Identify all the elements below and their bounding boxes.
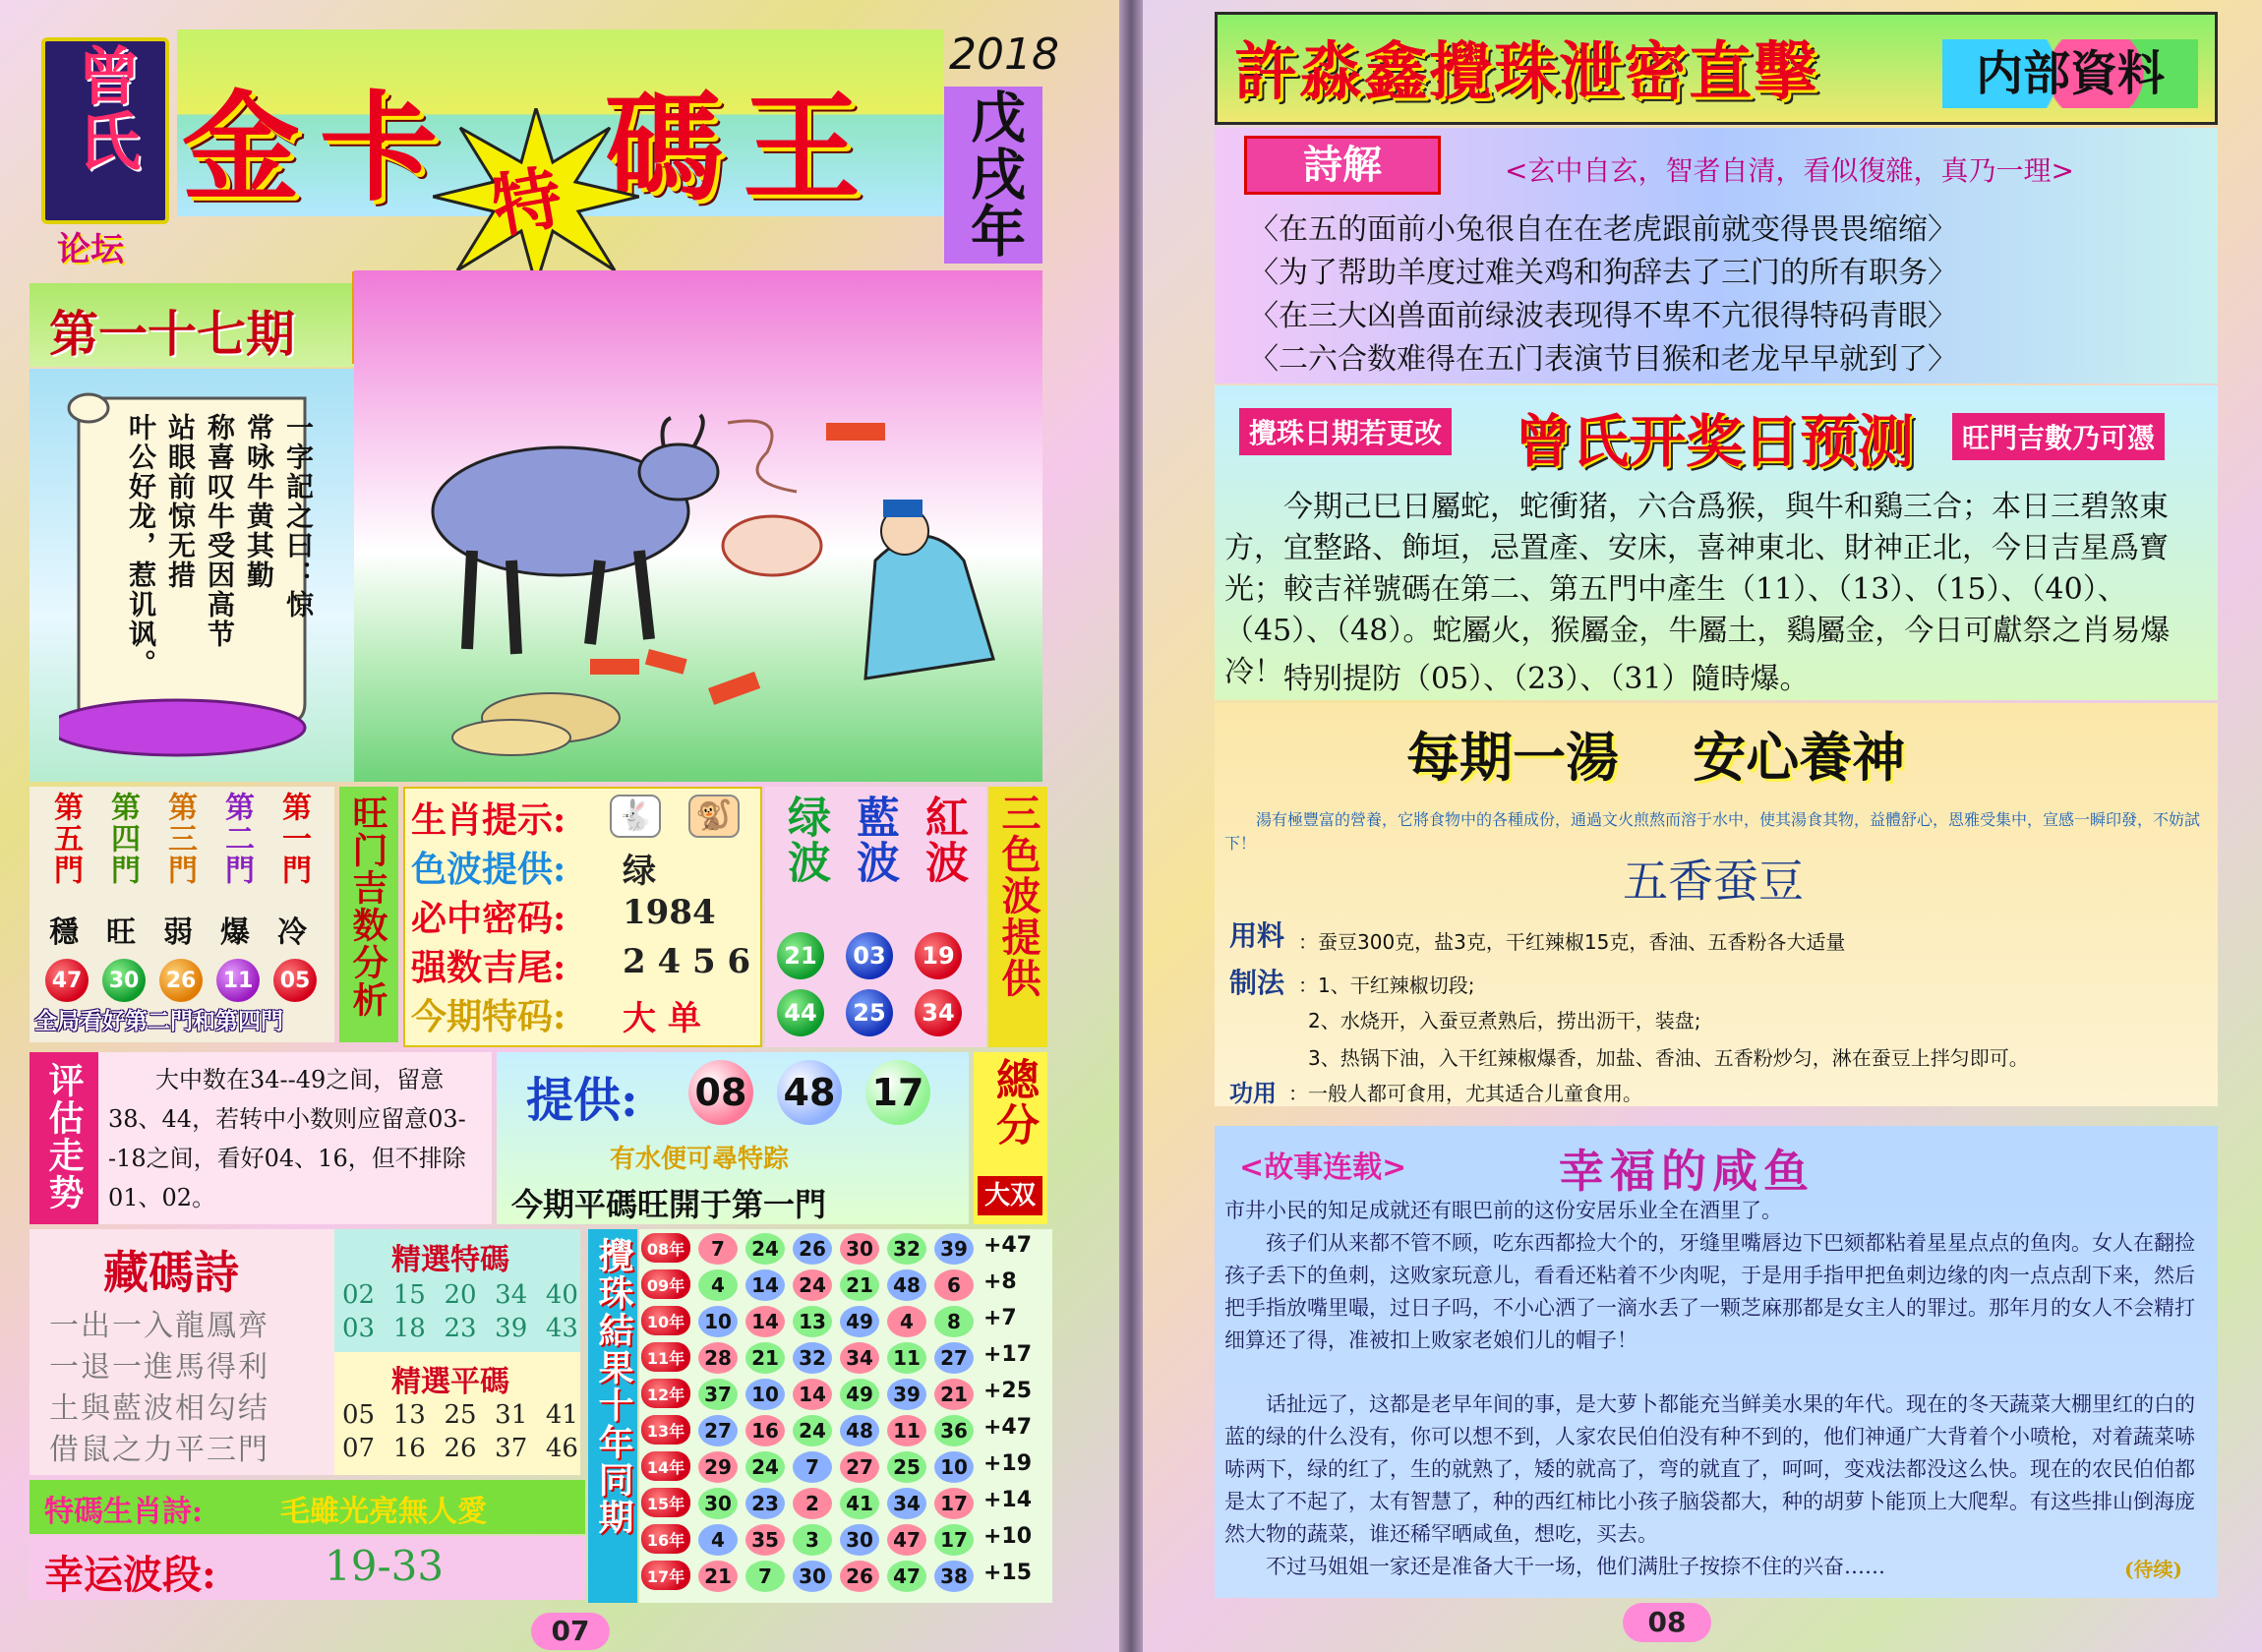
history-special: +19 bbox=[983, 1451, 1033, 1476]
poem-lines bbox=[49, 1306, 334, 1471]
tip-label: 今期特码: bbox=[411, 996, 566, 1037]
history-ball: 10 bbox=[698, 1306, 738, 1337]
poem-line: 土與藍波相勾结 bbox=[49, 1391, 269, 1426]
zodiac-poem-label: 特碼生肖詩: bbox=[44, 1495, 204, 1529]
gate-ball: 05 bbox=[273, 959, 317, 1002]
code-number: 23 bbox=[444, 1314, 477, 1343]
code-number: 18 bbox=[392, 1314, 426, 1343]
tip-value: 绿 bbox=[623, 852, 656, 891]
lucky-label: 幸运波段: bbox=[44, 1552, 216, 1598]
history-ball: 49 bbox=[840, 1306, 879, 1337]
poem-lines-right bbox=[1249, 208, 2213, 382]
history-special: +47 bbox=[983, 1233, 1033, 1258]
gate-status: 冷 bbox=[277, 915, 307, 950]
title-part1: 金卡 bbox=[182, 79, 457, 217]
history-ball: 26 bbox=[793, 1233, 832, 1265]
history-special: +47 bbox=[983, 1415, 1033, 1440]
surname-text: 曾氏 bbox=[67, 43, 141, 173]
forum-label: 论坛 bbox=[57, 230, 124, 269]
history-ball: 35 bbox=[745, 1524, 785, 1556]
history-ball: 14 bbox=[745, 1269, 785, 1301]
history-ball: 49 bbox=[840, 1379, 879, 1410]
gates-note: 全局看好第二門和第四門 bbox=[34, 1008, 283, 1034]
gate-status: 弱 bbox=[163, 915, 193, 950]
tip-label: 必中密码: bbox=[411, 898, 566, 939]
total-value: 大双 bbox=[978, 1176, 1042, 1215]
code-number: 41 bbox=[545, 1400, 578, 1430]
story-tag: <故事连载> bbox=[1239, 1150, 1407, 1185]
history-ball: 34 bbox=[840, 1342, 879, 1374]
history-ball: 10 bbox=[745, 1379, 785, 1410]
issue-label: 第一十七期 bbox=[49, 305, 295, 363]
history-ball: 24 bbox=[745, 1233, 785, 1265]
code-number: 39 bbox=[495, 1314, 528, 1343]
code-number: 20 bbox=[444, 1280, 477, 1310]
poem-line: 〈为了帮助羊度过难关鸡和狗辞去了三门的所有职务〉 bbox=[1249, 256, 1957, 290]
special-title: 精選特碼 bbox=[391, 1243, 509, 1277]
provide-balls bbox=[688, 1060, 964, 1129]
soup-title: 每期一湯 安心養神 bbox=[1406, 726, 1906, 789]
code-number: 40 bbox=[545, 1280, 578, 1310]
tip-value: 大 单 bbox=[623, 999, 701, 1038]
code-number: 46 bbox=[545, 1434, 578, 1463]
history-ball: 32 bbox=[887, 1233, 926, 1265]
flat-rows bbox=[342, 1398, 578, 1465]
history-table bbox=[639, 1229, 1052, 1603]
gate-status: 穩 bbox=[49, 915, 79, 950]
history-special: +10 bbox=[983, 1524, 1033, 1549]
history-ball: 21 bbox=[840, 1269, 879, 1301]
history-ball: 36 bbox=[934, 1415, 974, 1446]
history-year: 11年 bbox=[641, 1342, 690, 1372]
poem-line: 借鼠之力平三門 bbox=[49, 1433, 269, 1467]
trend-title: 评估走势 bbox=[43, 1062, 85, 1211]
history-ball: 24 bbox=[793, 1269, 832, 1301]
history-ball: 41 bbox=[840, 1488, 879, 1519]
gate-columns bbox=[39, 792, 325, 1018]
history-special: +14 bbox=[983, 1488, 1033, 1512]
history-ball: 29 bbox=[698, 1451, 738, 1483]
history-ball: 38 bbox=[934, 1561, 974, 1592]
poem-title: 藏碼詩 bbox=[103, 1246, 239, 1299]
history-year: 08年 bbox=[641, 1233, 690, 1263]
ox-illustration bbox=[413, 393, 1023, 757]
history-year: 14年 bbox=[641, 1451, 690, 1481]
forecast-special: 特别提防（05）、（23）、（31）隨時爆。 bbox=[1283, 662, 1810, 696]
history-year: 09年 bbox=[641, 1269, 690, 1299]
soup-intro: 湯有極豐富的營養，它將食物中的各種成份，通過文火煎熬而溶于水中，使其湯食其物，益體舒心，恩雅受集中，宣感一瞬印發，不妨試下！ bbox=[1224, 810, 2201, 853]
three-wave-label: 三色波提供 bbox=[995, 793, 1042, 999]
wave-ball: 34 bbox=[915, 989, 962, 1036]
wave-label: 紅波 bbox=[918, 795, 968, 885]
history-ball: 23 bbox=[745, 1488, 785, 1519]
story-paragraph: 不过马姐姐一家还是准备大干一场，他们满肚子按捺不住的兴奋…… bbox=[1266, 1555, 1885, 1578]
wave-label: 绿波 bbox=[780, 795, 830, 885]
code-number: 13 bbox=[392, 1400, 426, 1430]
code-number: 34 bbox=[495, 1280, 528, 1310]
history-ball: 32 bbox=[793, 1342, 832, 1374]
wave-label: 藍波 bbox=[849, 795, 899, 885]
history-ball: 8 bbox=[934, 1306, 974, 1337]
history-special: +25 bbox=[983, 1379, 1033, 1403]
history-ball: 27 bbox=[840, 1451, 879, 1483]
history-year: 17年 bbox=[641, 1561, 690, 1590]
flat-hint: 今期平碼旺開于第一門 bbox=[511, 1186, 827, 1223]
code-row bbox=[342, 1432, 578, 1465]
history-ball: 24 bbox=[793, 1415, 832, 1446]
history-special: +15 bbox=[983, 1561, 1033, 1585]
story-paragraph: 话扯远了，这都是老早年间的事，是大萝卜都能充当鲜美水果的年代。现在的冬天蔬菜大棚里红的白的蓝的绿的什么没有，你可以想不到，人家农民伯伯没有种不到的，他们神通广大背着个小喷枪，对着蔬菜哧哧两下，绿的红了，生的就熟了，矮的就高了，弯的就直了，呵呵，变戏法都没这么快。现在的农民伯伯都是太了不起了，太有智慧了，种的西红柿比小孩子脑袋都大，种的胡萝卜能顶上大爬犁。有这些排山倒海庞然大物的蔬菜，谁还稀罕晒咸鱼，想吃，买去。 bbox=[1224, 1392, 2195, 1546]
history-ball: 48 bbox=[887, 1269, 926, 1301]
year-label: 2018 bbox=[949, 30, 1059, 80]
history-special: +17 bbox=[983, 1342, 1033, 1367]
scroll-line: 站眼前惊无措 bbox=[164, 413, 197, 590]
tag-right: 旺門吉數乃可憑 bbox=[1952, 413, 2165, 460]
history-label: 攪珠結果十年同期 bbox=[593, 1237, 634, 1536]
wave-ball: 25 bbox=[846, 989, 893, 1036]
history-year: 16年 bbox=[641, 1524, 690, 1554]
history-year: 10年 bbox=[641, 1306, 690, 1335]
history-ball: 30 bbox=[840, 1524, 879, 1556]
book-gutter bbox=[1119, 0, 1143, 1652]
code-number: 37 bbox=[495, 1434, 528, 1463]
history-ball: 4 bbox=[698, 1269, 738, 1301]
history-special: +8 bbox=[983, 1269, 1017, 1294]
title-special: 特 bbox=[486, 155, 568, 249]
gate-name: 第五門 bbox=[48, 792, 83, 886]
page-number-right: 08 bbox=[1623, 1603, 1711, 1642]
history-ball: 4 bbox=[698, 1524, 738, 1556]
code-row bbox=[342, 1398, 578, 1432]
history-ball: 21 bbox=[745, 1342, 785, 1374]
history-ball: 16 bbox=[745, 1415, 785, 1446]
history-ball: 11 bbox=[887, 1342, 926, 1374]
page-number-left: 07 bbox=[531, 1613, 610, 1650]
flat-title: 精選平碼 bbox=[391, 1365, 509, 1399]
right-page bbox=[1131, 0, 2262, 1652]
history-ball: 27 bbox=[934, 1342, 974, 1374]
history-ball: 30 bbox=[698, 1488, 738, 1519]
code-number: 07 bbox=[342, 1434, 376, 1463]
history-ball: 21 bbox=[934, 1379, 974, 1410]
code-number: 31 bbox=[495, 1400, 528, 1430]
year-name: 戊戌年 bbox=[962, 88, 1027, 260]
trend-text: 大中数在34--49之间，留意38、44，若转中小数则应留意03--18之间，看好04、16，但不排除01、02。 bbox=[108, 1066, 466, 1211]
method-step: 2、水烧开，入蚕豆煮熟后，捞出沥干，装盘; bbox=[1308, 1009, 1701, 1032]
gate-ball: 30 bbox=[102, 959, 146, 1002]
method-step: ：1、干红辣椒切段; bbox=[1298, 974, 1475, 997]
wave-ball: 44 bbox=[777, 989, 824, 1036]
history-ball: 37 bbox=[698, 1379, 738, 1410]
history-ball: 4 bbox=[887, 1306, 926, 1337]
scroll-line: 常咏牛黄其勤 bbox=[243, 413, 275, 590]
zodiac-poem-text: 毛雖光亮無人愛 bbox=[280, 1495, 487, 1529]
history-ball: 47 bbox=[887, 1524, 926, 1556]
analysis-label: 旺门吉数分析 bbox=[347, 795, 388, 1019]
history-ball: 30 bbox=[793, 1561, 832, 1592]
provide-ball: 17 bbox=[865, 1060, 930, 1125]
gate-name: 第一門 bbox=[276, 792, 311, 886]
history-ball: 48 bbox=[840, 1415, 879, 1446]
tag-center: 曾氏开奖日预测 bbox=[1515, 408, 1915, 475]
gate-ball: 47 bbox=[45, 959, 89, 1002]
history-ball: 2 bbox=[793, 1488, 832, 1519]
tip-label: 生肖提示: bbox=[411, 799, 566, 841]
poem-line: 一退一進馬得利 bbox=[49, 1350, 269, 1385]
scroll-poem bbox=[108, 413, 315, 708]
gate-name: 第二門 bbox=[219, 792, 254, 886]
history-year: 15年 bbox=[641, 1488, 690, 1517]
tip-label: 色波提供: bbox=[411, 849, 566, 890]
wave-ball: 19 bbox=[915, 932, 962, 979]
wave-ball: 21 bbox=[777, 932, 824, 979]
poem-label: 詩解 bbox=[1244, 136, 1441, 195]
scroll-line: 称喜叹牛受因高节 bbox=[204, 413, 236, 649]
tip-value: 2 4 5 6 bbox=[623, 942, 751, 981]
provide-ball: 08 bbox=[688, 1060, 753, 1125]
monkey-icon: 🐒 bbox=[688, 795, 740, 838]
gate-ball: 11 bbox=[216, 959, 260, 1002]
gate-status: 爆 bbox=[220, 915, 250, 950]
history-ball: 39 bbox=[934, 1233, 974, 1265]
method-step: 3、热锅下油，入干红辣椒爆香，加盐、香油、五香粉炒匀，淋在蚕豆上拌匀即可。 bbox=[1308, 1046, 2029, 1070]
story-continue: (待续) bbox=[2124, 1558, 2182, 1581]
history-ball: 3 bbox=[793, 1524, 832, 1556]
poem-intro: <玄中自玄，智者自清，看似復雜，真乃一理> bbox=[1505, 154, 2074, 187]
gate-ball: 26 bbox=[159, 959, 203, 1002]
story-paragraph: 孩子们从来都不管不顾，吃东西都捡大个的，牙缝里嘴唇边下巴颏都粘着星星点点的鱼肉。女人在翻捡孩子丢下的鱼刺，这败家玩意儿，看看还粘着不少肉呢，于是用手指甲把鱼刺边缘的肉一点点刮下来，然后把手指放嘴里嘬，过日子吗，不小心洒了一滴水丢了一颗芝麻那都是女主人的罪过。那年月的女人不会精打细算还了得，准被扣上败家老娘们儿的帽子！ bbox=[1224, 1231, 2195, 1352]
history-ball: 26 bbox=[840, 1561, 879, 1592]
header-badge: 内部資料 bbox=[1942, 39, 2198, 108]
history-ball: 14 bbox=[745, 1306, 785, 1337]
poem-line: 〈二六合数难得在五门表演节目猴和老龙早早就到了〉 bbox=[1249, 342, 1957, 377]
code-number: 16 bbox=[392, 1434, 426, 1463]
history-ball: 17 bbox=[934, 1488, 974, 1519]
history-ball: 21 bbox=[698, 1561, 738, 1592]
use-text: ：一般人都可食用，尤其适合儿童食用。 bbox=[1288, 1082, 1642, 1105]
history-special: +7 bbox=[983, 1306, 1017, 1330]
provide-ball: 48 bbox=[777, 1060, 842, 1125]
tag-left: 攪珠日期若更改 bbox=[1239, 408, 1452, 455]
code-row bbox=[342, 1312, 578, 1345]
history-ball: 25 bbox=[887, 1451, 926, 1483]
history-ball: 24 bbox=[745, 1451, 785, 1483]
forecast-text: 今期己巳日屬蛇，蛇衝猪，六合爲猴，與牛和鷄三合；本日三碧煞東方，宜整路、飾垣，忌置產、安床，喜神東北、財神正北，今日吉星爲寶光；較吉祥號碼在第二、第五門中產生（11）、（13）、（15）、（40）、（45）、（48）。蛇屬火，猴屬金，牛屬土，鷄屬金，今日可獻祭之肖易爆冷！ bbox=[1224, 490, 2171, 689]
total-label: 總分 bbox=[988, 1057, 1039, 1148]
gate-status: 旺 bbox=[106, 915, 136, 950]
history-ball: 10 bbox=[934, 1451, 974, 1483]
history-ball: 14 bbox=[793, 1379, 832, 1410]
history-year: 12年 bbox=[641, 1379, 690, 1408]
use-label: 功用 bbox=[1229, 1080, 1277, 1107]
dish-name: 五香蚕豆 bbox=[1623, 855, 1804, 908]
waves-list bbox=[769, 795, 985, 1040]
rabbit-icon: 🐇 bbox=[610, 795, 661, 838]
history-ball: 7 bbox=[793, 1451, 832, 1483]
lucky-value: 19-33 bbox=[325, 1542, 445, 1590]
history-ball: 13 bbox=[793, 1306, 832, 1337]
story-paragraph: 市井小民的知足成就还有眼巴前的这份安居乐业全在酒里了。 bbox=[1224, 1199, 1782, 1222]
ingredients-text: ：蚕豆300克，盐3克，干红辣椒15克，香油、五香粉各大适量 bbox=[1298, 930, 1846, 954]
code-number: 25 bbox=[444, 1400, 477, 1430]
header-title: 許淼鑫攪珠泄密直擊 bbox=[1234, 35, 1818, 109]
history-ball: 39 bbox=[887, 1379, 926, 1410]
poem-line: 〈在五的面前小兔很自在在老虎跟前就变得畏畏缩缩〉 bbox=[1249, 212, 1957, 247]
code-number: 03 bbox=[342, 1314, 376, 1343]
code-row bbox=[342, 1278, 578, 1312]
gate-name: 第三門 bbox=[162, 792, 197, 886]
wave-ball: 03 bbox=[846, 932, 893, 979]
story-title: 幸福的咸鱼 bbox=[1559, 1145, 1815, 1198]
tip-label: 强数吉尾: bbox=[411, 947, 566, 988]
title-part2: 碼王 bbox=[605, 79, 880, 217]
history-year: 13年 bbox=[641, 1415, 690, 1445]
history-ball: 11 bbox=[887, 1415, 926, 1446]
method-label: 制法 bbox=[1229, 967, 1285, 999]
poem-line: 〈在三大凶兽面前绿波表现得不卑不亢很得特码青眼〉 bbox=[1249, 299, 1957, 333]
code-number: 02 bbox=[342, 1280, 376, 1310]
code-number: 15 bbox=[392, 1280, 426, 1310]
code-number: 43 bbox=[545, 1314, 578, 1343]
gate-name: 第四門 bbox=[105, 792, 140, 886]
history-ball: 7 bbox=[698, 1233, 738, 1265]
history-ball: 6 bbox=[934, 1269, 974, 1301]
history-ball: 27 bbox=[698, 1415, 738, 1446]
code-number: 05 bbox=[342, 1400, 376, 1430]
history-ball: 34 bbox=[887, 1488, 926, 1519]
special-rows bbox=[342, 1278, 578, 1345]
history-ball: 30 bbox=[840, 1233, 879, 1265]
scroll-line: 一字記之曰：惊 bbox=[282, 413, 315, 620]
poem-line: 一出一入龍鳳齊 bbox=[49, 1309, 269, 1343]
history-ball: 47 bbox=[887, 1561, 926, 1592]
provide-label: 提供: bbox=[526, 1073, 638, 1128]
tip-value: 1984 bbox=[623, 893, 716, 932]
scroll-line: 叶公好龙，惹讥讽。 bbox=[125, 413, 157, 678]
history-ball: 28 bbox=[698, 1342, 738, 1374]
history-ball: 17 bbox=[934, 1524, 974, 1556]
provide-hint: 有水便可尋特踪 bbox=[610, 1145, 790, 1174]
history-ball: 7 bbox=[745, 1561, 785, 1592]
ingredients-label: 用料 bbox=[1229, 919, 1285, 952]
code-number: 26 bbox=[444, 1434, 477, 1463]
